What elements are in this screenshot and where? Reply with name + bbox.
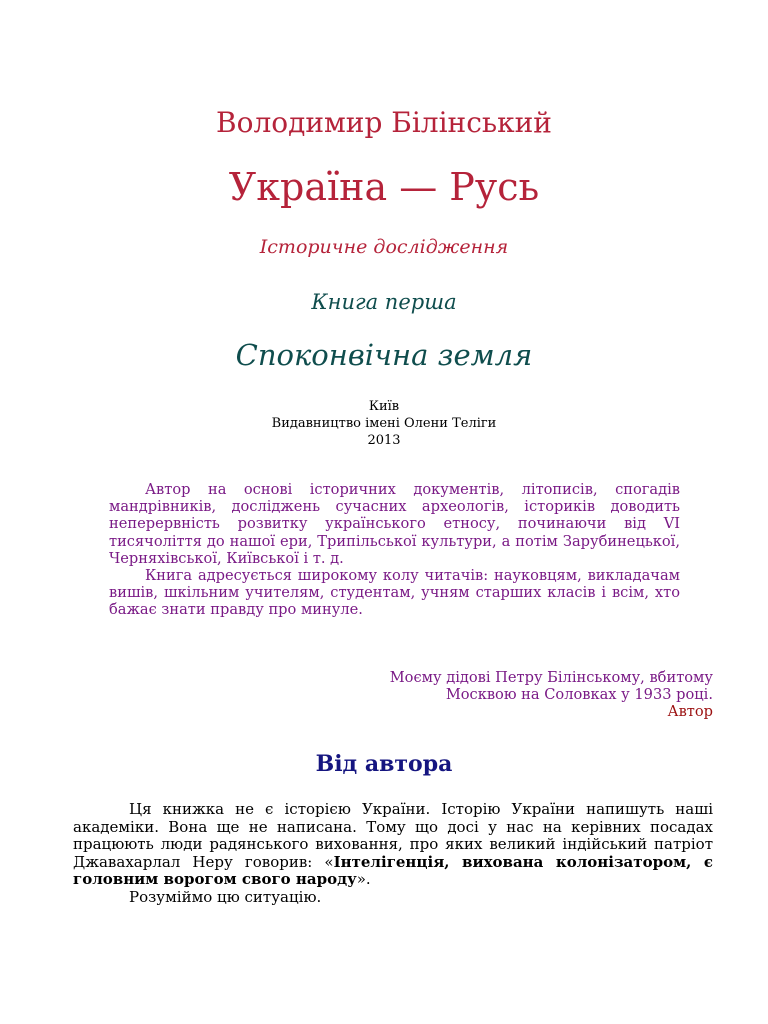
body-paragraph <box>73 801 713 889</box>
book-number: Книга перша <box>311 290 457 314</box>
book-subtitle: Історичне дослідження <box>259 236 509 258</box>
annotation-paragraph: Автор на основі історичних документів, літописів, спогадів мандрівників, досліджень сучасних археологів, істориків доводить неперервність розвитку українського етносу, починаючи від VI тисячоліття до нашої ери, Трипільської культури, а потім Зарубинецької, Черняхівської, Київської і т. д. <box>109 481 680 567</box>
publication-city: Київ <box>368 399 400 414</box>
publication-info <box>0 398 768 449</box>
body-paragraph: Розуміймо цю ситуацію. <box>129 887 322 906</box>
bold-quote: Інтелігенція, вихована колонізатором, є головним ворогом свого народу <box>73 852 713 889</box>
section-heading: Від автора <box>315 751 453 777</box>
body-text-run: ». <box>356 870 371 889</box>
dedication-line: Москвою на Соловках у 1933 році. <box>445 686 713 704</box>
dedication-signature: Автор <box>667 703 713 721</box>
publisher-name: Видавництво імені Олени Теліги <box>271 416 497 431</box>
body-text <box>73 801 713 907</box>
annotation-paragraph: Книга адресується широкому колу читачів: науковцям, викладачам вишів, шкільним учителям, студентам, учням старших класів і всім, хто бажає знати правду про минуле. <box>109 567 680 619</box>
book-author: Володимир Білінський <box>216 106 552 139</box>
publication-year: 2013 <box>367 433 401 448</box>
book-title: Україна — Русь <box>228 165 540 209</box>
body-text-run: Ця книжка не є історією України. Історію України напишуть наші академіки. Вона ще не написана. Тому що досі у нас на керівних посадах працюють люди радянського виховання, про яких великий індійський патріот Джавахарлал Неру говорив: « <box>73 800 713 871</box>
dedication <box>390 669 713 721</box>
volume-title: Споконвічна земля <box>235 338 533 372</box>
annotation <box>109 481 680 619</box>
dedication-line: Моєму дідові Петру Білінському, вбитому <box>389 669 713 686</box>
